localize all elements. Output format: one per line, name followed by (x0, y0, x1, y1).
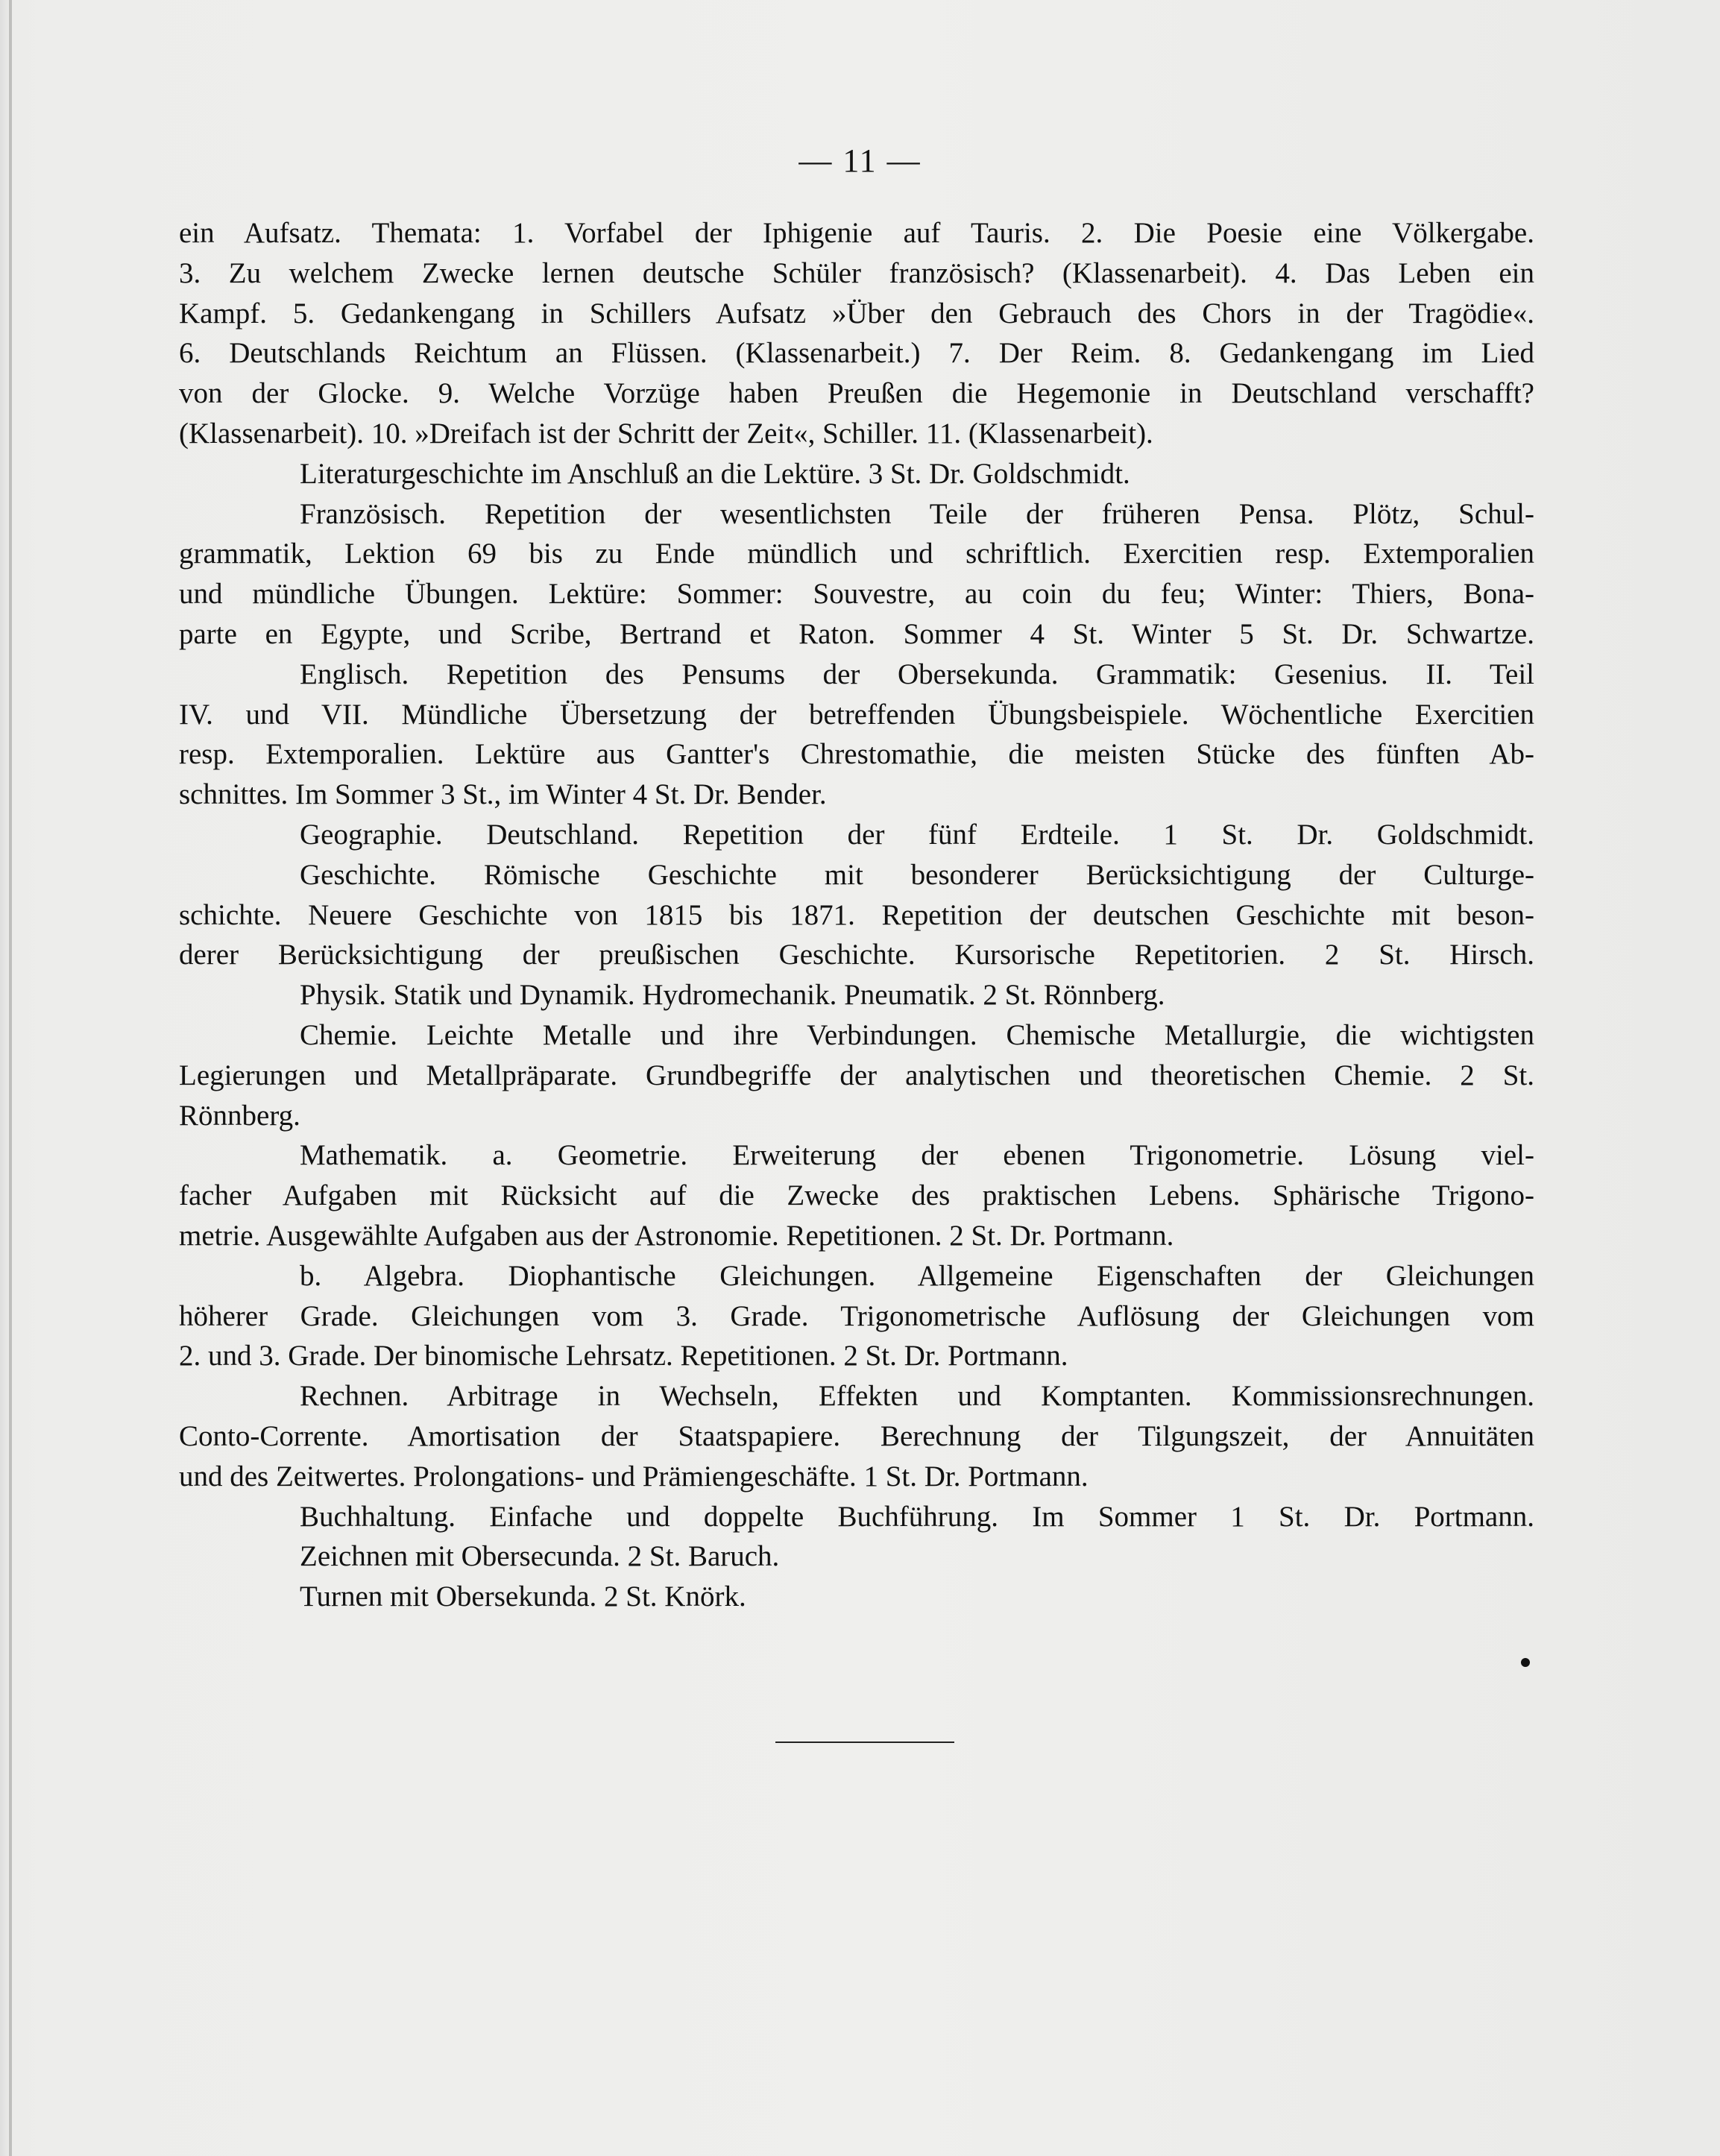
text-line: Geographie. Deutschland. Repetition der fünf Erdteile. 1 St. Dr. Goldschmidt. (300, 818, 1534, 851)
text-line: 6. Deutschlands Reichtum an Flüssen. (Klassenarbeit.) 7. Der Reim. 8. Gedankengang im Lied (179, 337, 1534, 370)
text-line: Buchhaltung. Einfache und doppelte Buchführung. Im Sommer 1 St. Dr. Portmann. (300, 1500, 1534, 1533)
text-line: Chemie. Leichte Metalle und ihre Verbindungen. Chemische Metallurgie, die wichtigsten (300, 1018, 1534, 1051)
text-line: Legierungen und Metallpräparate. Grundbegriffe der analytischen und theoretischen Chemie. 2 St. (179, 1059, 1534, 1091)
ink-dot (1521, 1658, 1530, 1667)
page-number: — 11 — (798, 142, 922, 179)
text-line: ein Aufsatz. Themata: 1. Vorfabel der Iphigenie auf Tauris. 2. Die Poesie eine Völkergabe. (179, 217, 1534, 249)
text-line: und des Zeitwertes. Prolongations- und Prämiengeschäfte. 1 St. Dr. Portmann. (179, 1460, 1089, 1493)
text-line: Rönnberg. (179, 1099, 300, 1132)
binding-edge (9, 0, 12, 2156)
text-line: schichte. Neuere Geschichte von 1815 bis 1871. Repetition der deutschen Geschichte mit beson- (179, 898, 1534, 931)
text-line: von der Glocke. 9. Welche Vorzüge haben Preußen die Hegemonie in Deutschland verschafft? (179, 377, 1534, 410)
text-line: resp. Extemporalien. Lektüre aus Gantter's Chrestomathie, die meisten Stücke des fünften Ab- (179, 738, 1534, 771)
text-line: facher Aufgaben mit Rücksicht auf die Zwecke des praktischen Lebens. Sphärische Trigono- (179, 1179, 1534, 1212)
text-line: b. Algebra. Diophantische Gleichungen. Allgemeine Eigenschaften der Gleichungen (300, 1259, 1534, 1292)
text-line: Kampf. 5. Gedankengang in Schillers Aufsatz »Über den Gebrauch des Chors in der Tragödie«. (179, 297, 1534, 330)
end-rule (775, 1741, 954, 1743)
text-line: Geschichte. Römische Geschichte mit besonderer Berücksichtigung der Culturge- (300, 858, 1534, 891)
text-line: Conto-Corrente. Amortisation der Staatspapiere. Berechnung der Tilgungszeit, der Annuitäten (179, 1419, 1534, 1452)
text-line: metrie. Ausgewählte Aufgaben aus der Astronomie. Repetitionen. 2 St. Dr. Portmann. (179, 1219, 1174, 1252)
text-line: (Klassenarbeit). 10. »Dreifach ist der Schritt der Zeit«, Schiller. 11. (Klassenarbeit). (179, 417, 1153, 450)
text-line: höherer Grade. Gleichungen vom 3. Grade. Trigonometrische Auflösung der Gleichungen vom (179, 1299, 1534, 1332)
text-line: 3. Zu welchem Zwecke lernen deutsche Schüler französisch? (Klassenarbeit). 4. Das Leben ein (179, 256, 1534, 289)
text-line: grammatik, Lektion 69 bis zu Ende mündlich und schriftlich. Exercitien resp. Extemporalien (179, 538, 1534, 570)
text-line: Französisch. Repetition der wesentlichsten Teile der früheren Pensa. Plötz, Schul- (300, 497, 1534, 530)
text-line: Physik. Statik und Dynamik. Hydromechanik. Pneumatik. 2 St. Rönnberg. (300, 979, 1165, 1012)
text-line: Zeichnen mit Obersecunda. 2 St. Baruch. (300, 1540, 780, 1573)
text-line: parte en Egypte, und Scribe, Bertrand et Raton. Sommer 4 St. Winter 5 St. Dr. Schwartze. (179, 617, 1534, 650)
text-line: IV. und VII. Mündliche Übersetzung der betreffenden Übungsbeispiele. Wöchentliche Exercitien (179, 698, 1534, 731)
text-line: und mündliche Übungen. Lektüre: Sommer: Souvestre, au coin du feu; Winter: Thiers, Bona- (179, 578, 1534, 611)
text-line: Rechnen. Arbitrage in Wechseln, Effekten und Komptanten. Kommissionsrechnungen. (300, 1380, 1534, 1413)
text-line: Mathematik. a. Geometrie. Erweiterung der ebenen Trigonometrie. Lösung viel- (300, 1139, 1534, 1172)
text-line: Turnen mit Obersekunda. 2 St. Knörk. (300, 1580, 746, 1613)
text-line: Literaturgeschichte im Anschluß an die Lektüre. 3 St. Dr. Goldschmidt. (300, 457, 1130, 490)
text-block (179, 213, 1534, 1617)
text-line: 2. und 3. Grade. Der binomische Lehrsatz. Repetitionen. 2 St. Dr. Portmann. (179, 1340, 1068, 1372)
text-line: Englisch. Repetition des Pensums der Obersekunda. Grammatik: Gesenius. II. Teil (300, 658, 1534, 690)
text-line: schnittes. Im Sommer 3 St., im Winter 4 St. Dr. Bender. (179, 778, 827, 811)
text-line: derer Berücksichtigung der preußischen Geschichte. Kursorische Repetitorien. 2 St. Hirsch. (179, 939, 1534, 971)
